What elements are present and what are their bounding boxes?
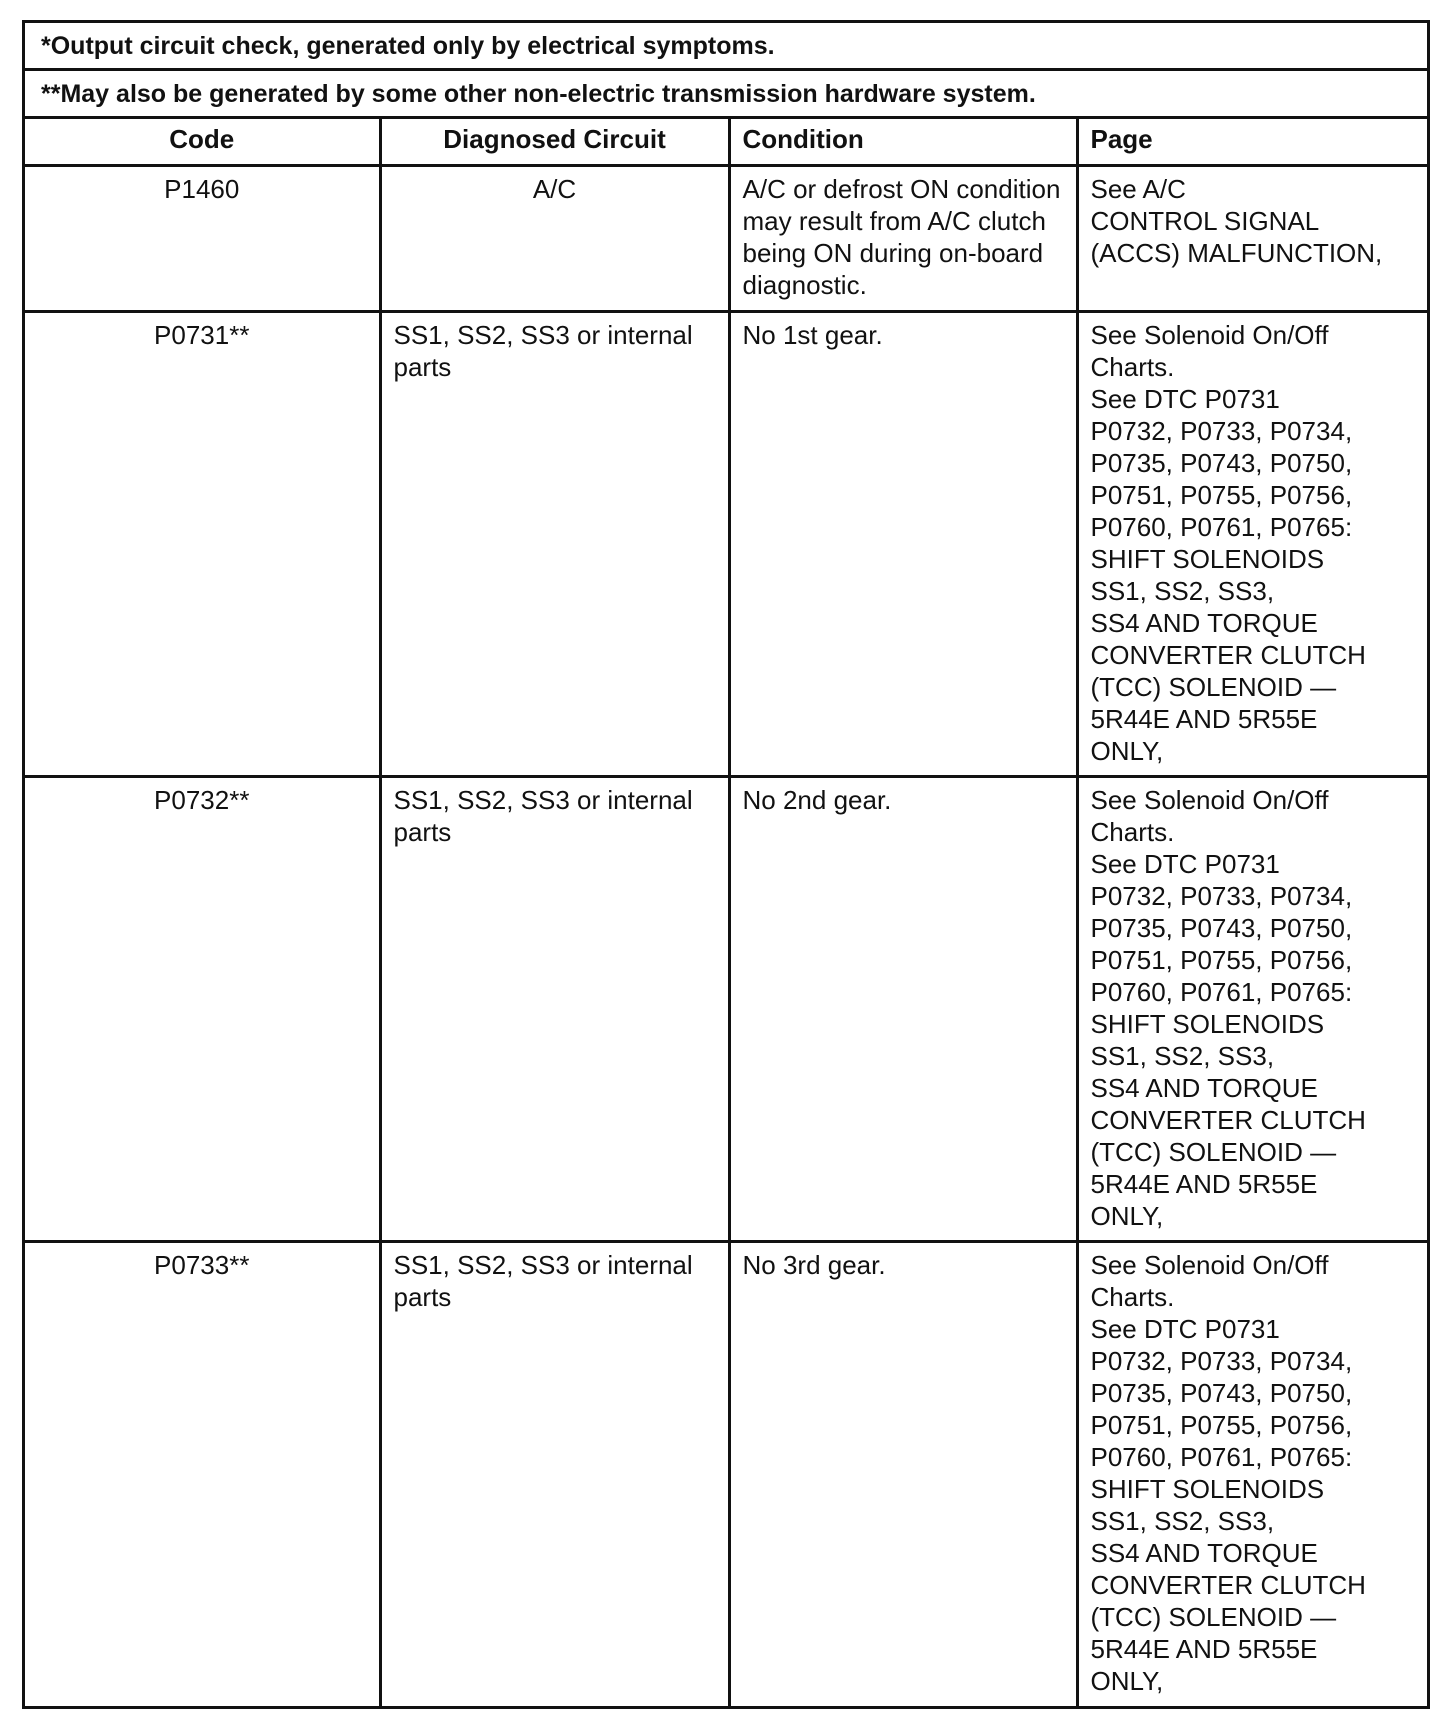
- dtc-table-sheet: [22, 20, 1430, 1709]
- table-row: [25, 776, 1427, 1241]
- dtc-table: [25, 119, 1427, 1706]
- page-line: P0735, P0743, P0750,: [1090, 912, 1353, 943]
- note-output-circuit: *Output circuit check, generated only by electrical symptoms.: [25, 23, 1427, 71]
- page-line: CONVERTER CLUTCH: [1090, 639, 1366, 670]
- page-line: SS1, SS2, SS3,: [1090, 575, 1275, 606]
- page-line: SS4 AND TORQUE: [1090, 607, 1318, 638]
- page-line: Charts.: [1090, 1281, 1175, 1312]
- cell-circuit: SS1, SS2, SS3 or internal parts: [380, 776, 729, 1241]
- cell-code: P0732**: [25, 776, 380, 1241]
- page-line: Charts.: [1090, 816, 1175, 847]
- page-line: See Solenoid On/Off: [1090, 319, 1329, 350]
- cell-circuit: A/C: [380, 165, 729, 311]
- page-line: P0735, P0743, P0750,: [1090, 1377, 1353, 1408]
- page-line: ONLY,: [1090, 735, 1164, 766]
- page-line: See Solenoid On/Off: [1090, 1249, 1329, 1280]
- column-header-circuit: Diagnosed Circuit: [380, 119, 729, 165]
- page-line: SHIFT SOLENOIDS: [1090, 543, 1325, 574]
- page-line: SS1, SS2, SS3,: [1090, 1040, 1275, 1071]
- page-line: P0760, P0761, P0765:: [1090, 511, 1353, 542]
- page-line: ONLY,: [1090, 1200, 1164, 1231]
- cell-page: [1077, 311, 1427, 776]
- cell-circuit: SS1, SS2, SS3 or internal parts: [380, 1241, 729, 1706]
- page-line: P0751, P0755, P0756,: [1090, 944, 1353, 975]
- note-non-electric: **May also be generated by some other non-electric transmission hardware system.: [25, 71, 1427, 119]
- page-line: See Solenoid On/Off: [1090, 784, 1329, 815]
- cell-condition: A/C or defrost ON condition may result from A/C clutch being ON during on-board diagnostic.: [729, 165, 1077, 311]
- page-line: P0751, P0755, P0756,: [1090, 1409, 1353, 1440]
- page-line: P0732, P0733, P0734,: [1090, 880, 1353, 911]
- page-line: P0760, P0761, P0765:: [1090, 1441, 1353, 1472]
- table-row: [25, 311, 1427, 776]
- cell-condition: No 3rd gear.: [729, 1241, 1077, 1706]
- page-line: P0732, P0733, P0734,: [1090, 415, 1353, 446]
- page-line: 5R44E AND 5R55E: [1090, 1168, 1318, 1199]
- page-line: (ACCS) MALFUNCTION,: [1090, 237, 1383, 268]
- page-line: 5R44E AND 5R55E: [1090, 1633, 1318, 1664]
- page-line: CONTROL SIGNAL: [1090, 205, 1320, 236]
- cell-condition: No 1st gear.: [729, 311, 1077, 776]
- cell-code: P0733**: [25, 1241, 380, 1706]
- cell-code: P0731**: [25, 311, 380, 776]
- page-line: 5R44E AND 5R55E: [1090, 703, 1318, 734]
- column-header-code: Code: [25, 119, 380, 165]
- page-line: ONLY,: [1090, 1665, 1164, 1696]
- page-line: See DTC P0731: [1090, 848, 1280, 879]
- cell-page: [1077, 165, 1427, 311]
- column-header-condition: Condition: [729, 119, 1077, 165]
- cell-condition: No 2nd gear.: [729, 776, 1077, 1241]
- page-line: See A/C: [1090, 173, 1186, 204]
- page-line: (TCC) SOLENOID —: [1090, 1601, 1337, 1632]
- page-line: P0732, P0733, P0734,: [1090, 1345, 1353, 1376]
- page-line: SS4 AND TORQUE: [1090, 1072, 1318, 1103]
- page-line: SS1, SS2, SS3,: [1090, 1505, 1275, 1536]
- page-line: SHIFT SOLENOIDS: [1090, 1473, 1325, 1504]
- page-line: SS4 AND TORQUE: [1090, 1537, 1318, 1568]
- page-line: P0735, P0743, P0750,: [1090, 447, 1353, 478]
- page-line: CONVERTER CLUTCH: [1090, 1569, 1366, 1600]
- page-line: (TCC) SOLENOID —: [1090, 671, 1337, 702]
- cell-page: [1077, 776, 1427, 1241]
- page-line: See DTC P0731: [1090, 1313, 1280, 1344]
- page-line: Charts.: [1090, 351, 1175, 382]
- page-line: See DTC P0731: [1090, 383, 1280, 414]
- table-row: [25, 1241, 1427, 1706]
- table-header-row: [25, 119, 1427, 165]
- column-header-page: Page: [1077, 119, 1427, 165]
- page-line: P0751, P0755, P0756,: [1090, 479, 1353, 510]
- page-line: (TCC) SOLENOID —: [1090, 1136, 1337, 1167]
- cell-code: P1460: [25, 165, 380, 311]
- cell-circuit: SS1, SS2, SS3 or internal parts: [380, 311, 729, 776]
- page-line: P0760, P0761, P0765:: [1090, 976, 1353, 1007]
- table-row: [25, 165, 1427, 311]
- page-line: CONVERTER CLUTCH: [1090, 1104, 1366, 1135]
- page-line: SHIFT SOLENOIDS: [1090, 1008, 1325, 1039]
- cell-page: [1077, 1241, 1427, 1706]
